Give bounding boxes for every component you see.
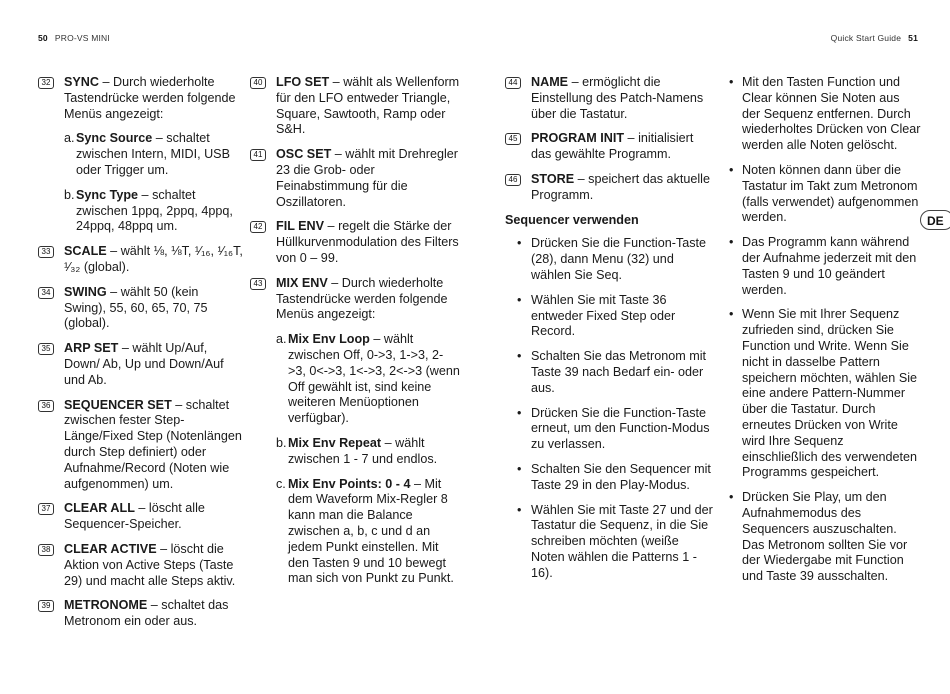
bullet-item [729, 490, 921, 585]
guide-title: Quick Start Guide [830, 33, 902, 43]
item-text: – wählt 50 (kein Swing), 55, 60, 65, 70, 75 (global). [64, 284, 208, 331]
item-title: Sync Source [76, 131, 153, 146]
item-title: Mix Env Repeat [288, 435, 382, 450]
sub-item-letter: c. [276, 476, 286, 491]
product-title: PRO-VS MINI [54, 33, 110, 43]
sub-item [250, 436, 460, 468]
item-title: NAME [531, 75, 569, 89]
page-number-left: 50 [38, 33, 48, 43]
item-title: PROGRAM INIT [531, 131, 625, 146]
numbered-item [505, 172, 715, 204]
sub-item [250, 477, 460, 588]
item-text: – wählt Up/Auf, Down/ Ab, Up und Down/Auf und Ab. [64, 341, 224, 387]
item-text: – initialisiert das gewählte Programm. [531, 131, 694, 162]
bullet-text: Wählen Sie mit Taste 36 entweder Fixed Step oder Record. [531, 292, 676, 339]
item-text: – wählt mit Drehregler 23 die Grob- oder Feinabstimmung für die Oszillatoren. [276, 147, 458, 209]
numbered-item [250, 147, 460, 210]
item-title: ARP SET [64, 341, 119, 356]
language-tab: DE [920, 210, 950, 230]
item-number-badge: 46 [505, 174, 521, 186]
item-text: – wählt ⅛, ⅛T, ¹⁄₁₆, ¹⁄₁₆T, ¹⁄₃₂ (global). [64, 244, 243, 274]
item-number-badge: 39 [38, 600, 54, 612]
column-2 [250, 75, 460, 596]
bullet-item [505, 406, 715, 453]
column-3-bullets [505, 236, 715, 581]
item-title: SCALE [64, 244, 107, 259]
item-title: CLEAR ALL [64, 501, 135, 516]
bullet-icon: • [729, 490, 734, 505]
bullet-item [505, 236, 715, 283]
column-4 [729, 75, 921, 594]
item-title: Sync Type [76, 187, 139, 202]
bullet-item [729, 75, 921, 154]
bullet-icon: • [729, 162, 734, 177]
bullet-icon: • [517, 236, 522, 251]
item-text: – wählt als Wellenform für den LFO entweder Triangle, Square, Sawtooth, Ramp oder S&H. [276, 75, 460, 137]
numbered-item [38, 542, 243, 589]
item-text: – Durch wiederholte Tastendrücke werden folgende Menüs angezeigt: [64, 75, 236, 121]
item-title: SEQUENCER SET [64, 397, 172, 412]
item-number-badge: 32 [38, 77, 54, 89]
item-title: SWING [64, 284, 107, 299]
bullet-icon: • [729, 75, 734, 89]
item-number-badge: 35 [38, 343, 54, 355]
item-title: STORE [531, 171, 575, 186]
sub-item-letter: b. [276, 435, 287, 450]
numbered-item [38, 341, 243, 388]
numbered-item [505, 75, 715, 122]
bullet-icon: • [517, 461, 522, 476]
item-text: – Mit dem Waveform Mix-Regler 8 kann man die Balance zwischen a, b, c und d an jedem Punkt einstellen. Mit den Tasten 9 und 10 bewegt man sich von Punkt zu Punkt. [288, 476, 454, 586]
page-header-left [38, 33, 110, 43]
item-title: OSC SET [276, 147, 332, 162]
item-text: – schaltet das Metronom ein oder aus. [64, 598, 229, 629]
item-number-badge: 38 [38, 544, 54, 556]
bullet-text: Schalten Sie den Sequencer mit Taste 29 in den Play-Modus. [531, 461, 711, 492]
sub-item-letter: a. [64, 131, 75, 146]
column-3-items [505, 75, 715, 204]
item-number-badge: 41 [250, 149, 266, 161]
item-text: – schaltet zwischen 1ppq, 2ppq, 4ppq, 24ppq, 48ppq um. [76, 187, 233, 234]
item-number-badge: 44 [505, 77, 521, 89]
item-text: – wählt zwischen 1 - 7 und endlos. [288, 435, 438, 466]
item-number-badge: 43 [250, 278, 266, 290]
page-number-right: 51 [908, 33, 918, 43]
column-1 [38, 75, 243, 639]
bullet-item [505, 462, 715, 494]
bullet-item [729, 163, 921, 226]
item-number-badge: 34 [38, 287, 54, 299]
item-title: FIL ENV [276, 219, 325, 234]
item-title: SYNC [64, 75, 99, 89]
page-header-right [831, 33, 918, 43]
item-number-badge: 42 [250, 221, 266, 233]
item-text: – löscht alle Sequencer-Speicher. [64, 501, 205, 532]
sub-item [250, 332, 460, 427]
bullet-text: Drücken Sie die Function-Taste erneut, um den Function-Modus zu verlassen. [531, 405, 710, 452]
item-text: – schaltet zwischen fester Step-Länge/Fixed Step (Notenlängen durch Step definiert) oder Aufnahme/Record (Noten wie aufgenommen) um. [64, 397, 242, 491]
bullet-text: Drücken Sie die Function-Taste (28), dann Menu (32) und wählen Sie Seq. [531, 236, 706, 282]
bullet-item [729, 235, 921, 298]
numbered-item [250, 75, 460, 138]
item-number-badge: 45 [505, 133, 521, 145]
bullet-icon: • [517, 292, 522, 307]
sub-item-letter: a. [276, 332, 287, 347]
numbered-item [38, 501, 243, 533]
bullet-item [729, 307, 921, 481]
item-title: LFO SET [276, 75, 330, 89]
numbered-item [250, 276, 460, 323]
bullet-text: Schalten Sie das Metronom mit Taste 39 nach Bedarf ein- oder aus. [531, 349, 706, 395]
bullet-icon: • [517, 502, 522, 517]
numbered-item [38, 398, 243, 493]
numbered-item [250, 219, 460, 266]
item-text: – speichert das aktuelle Programm. [531, 171, 710, 202]
sub-item [38, 188, 243, 235]
item-number-badge: 40 [250, 77, 266, 89]
bullet-text: Drücken Sie Play, um den Aufnahmemodus des Sequencers auszuschalten. Das Metronom sollten Sie vor der Wiedergabe mit Function und Taste 39 ausschalten. [742, 490, 908, 584]
item-number-badge: 33 [38, 246, 54, 258]
item-text: – wählt zwischen Off, 0->3, 1->3, 2->3, 0<->3, 1<->3, 2<->3 (wenn Off gewählt ist, sind keine weiteren Menüoptionen verfügbar). [288, 332, 460, 426]
item-number-badge: 36 [38, 400, 54, 412]
bullet-text: Noten können dann über die Tastatur im Takt zum Metronom (falls verwendet) aufgenommen werden. [742, 162, 919, 225]
numbered-item [38, 285, 243, 332]
bullet-icon: • [729, 307, 734, 322]
item-text: – löscht die Aktion von Active Steps (Taste 29) und macht alle Steps aktiv. [64, 541, 236, 588]
numbered-item [505, 131, 715, 163]
item-text: – ermöglicht die Einstellung des Patch-Namens über die Tastatur. [531, 75, 704, 121]
bullet-item [505, 349, 715, 396]
item-text: – schaltet zwischen Intern, MIDI, USB oder Trigger um. [76, 131, 230, 177]
column-3 [505, 75, 715, 591]
numbered-item [38, 244, 243, 276]
item-title: Mix Env Loop [288, 332, 370, 347]
item-title: MIX ENV [276, 275, 328, 290]
bullet-icon: • [729, 235, 734, 250]
item-text: – regelt die Stärke der Hüllkurvenmodulation des Filters von 0 – 99. [276, 219, 459, 265]
section-title: Sequencer verwenden [505, 212, 639, 227]
bullet-icon: • [517, 405, 522, 420]
sub-item [38, 131, 243, 178]
numbered-item [38, 598, 243, 630]
item-title: Mix Env Points: 0 - 4 [288, 476, 411, 491]
item-text: – Durch wiederholte Tastendrücke werden folgende Menüs angezeigt: [276, 275, 448, 322]
numbered-item [38, 75, 243, 122]
bullet-item [505, 293, 715, 340]
bullet-text: Mit den Tasten Function und Clear können Sie Noten aus der Sequenz entfernen. Durch wiederholtes Drücken von Clear werden alle Noten gelöscht. [742, 75, 921, 153]
sub-item-letter: b. [64, 187, 75, 202]
item-title: CLEAR ACTIVE [64, 541, 157, 556]
item-title: METRONOME [64, 598, 148, 613]
bullet-text: Das Programm kann während der Aufnahme jederzeit mit den Tasten 9 und 10 geändert werden. [742, 235, 917, 297]
bullet-text: Wählen Sie mit Taste 27 und der Tastatur die Sequenz, in die Sie schreiben möchten (weiße Noten wählen die Patterns 1 - 16). [531, 502, 713, 580]
item-number-badge: 37 [38, 503, 54, 515]
bullet-icon: • [517, 349, 522, 364]
bullet-item [505, 503, 715, 582]
bullet-text: Wenn Sie mit Ihrer Sequenz zufrieden sind, drücken Sie Function und Write. Wenn Sie nicht in dasselbe Pattern speichern möchten, wählen Sie eine andere Pattern-Nummer über die Tastatur. Durch erneutes Drücken von Write wird Ihre Sequenz einschließlich des verwendeten Programms gespeichert. [742, 307, 918, 480]
